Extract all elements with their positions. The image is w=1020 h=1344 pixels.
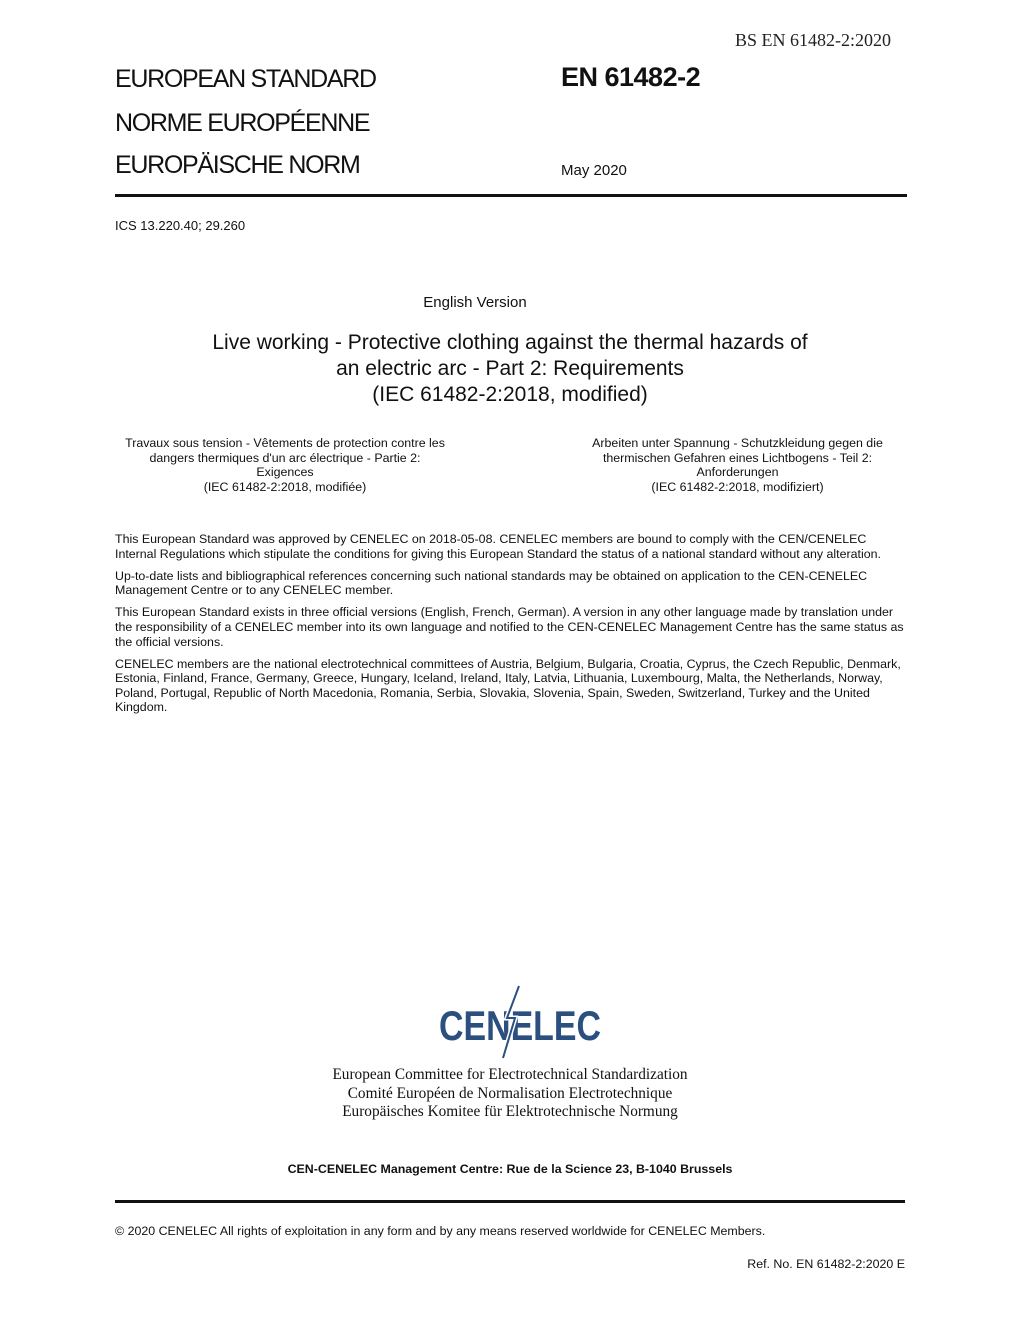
management-centre-address: CEN-CENELEC Management Centre: Rue de la Science 23, B-1040 Brussels <box>287 1162 733 1176</box>
french-title-line: (IEC 61482-2:2018, modifiée) <box>203 479 367 494</box>
committee-names <box>0 1066 1020 1122</box>
german-title-line: Anforderungen <box>696 465 779 480</box>
standard-label-german: EUROPÄISCHE NORM <box>115 151 360 179</box>
footer-divider <box>115 1200 905 1203</box>
copyright-notice: © 2020 CENELEC All rights of exploitation in any form and by any means reserved worldwide for CENELEC Members. <box>115 1224 766 1238</box>
committee-name-english: European Committee for Electrotechnical Standardization <box>332 1066 688 1083</box>
committee-name-german: Europäisches Komitee für Elektrotechnische Normung <box>342 1103 678 1120</box>
german-title <box>570 436 905 494</box>
title-line: an electric arc - Part 2: Requirements <box>336 357 684 380</box>
approval-text <box>115 532 910 723</box>
french-title-line: Exigences <box>256 465 314 480</box>
french-title <box>115 436 455 494</box>
versions-paragraph: This European Standard exists in three official versions (English, French, German). A version in any other language made by translation under the responsibility of a CENELEC member into its own language and notified to the CEN-CENELEC Management Centre has the same status as the official versions. <box>115 605 904 649</box>
committee-name-french: Comité Européen de Normalisation Electrotechnique <box>347 1084 673 1102</box>
title-line: (IEC 61482-2:2018, modified) <box>372 383 648 406</box>
title-line: Live working - Protective clothing against the thermal hazards of <box>212 331 808 354</box>
ics-codes: ICS 13.220.40; 29.260 <box>115 218 246 233</box>
standard-number: EN 61482-2 <box>561 62 701 92</box>
references-paragraph: Up-to-date lists and bibliographical references concerning such national standards may be obtained on application to the CEN-CENELEC Management Centre or to any CENELEC member. <box>115 568 868 598</box>
document-title <box>135 330 885 408</box>
members-paragraph: CENELEC members are the national electrotechnical committees of Austria, Belgium, Bulgaria, Croatia, Cyprus, the Czech Republic, Denmark, Estonia, Finland, France, Germany, Greece, Hungary, Iceland, Ireland, Italy, Latvia, Lithuania, Luxembourg, Malta, the Netherlands, Norway, Poland, Portugal, Republic of North Macedonia, Romania, Serbia, Slovakia, Slovenia, Spain, Sweden, Switzerland, Turkey and the United Kingdom. <box>115 656 901 715</box>
header-divider <box>115 194 907 197</box>
standard-label-french: NORME EUROPÉENNE <box>115 109 370 137</box>
cenelec-logo-wordmark: CENELEC <box>439 1002 601 1049</box>
publication-date: May 2020 <box>561 162 627 179</box>
german-title-line: (IEC 61482-2:2018, modifiziert) <box>651 479 824 494</box>
french-title-line: dangers thermiques d'un arc électrique - Partie 2: <box>149 450 421 465</box>
german-title-line: Arbeiten unter Spannung - Schutzkleidung gegen die <box>592 436 883 450</box>
german-title-line: thermischen Gefahren eines Lichtbogens - Teil 2: <box>602 450 873 465</box>
cenelec-logo <box>435 982 605 1062</box>
french-title-line: Travaux sous tension - Vêtements de protection contre les <box>125 436 445 450</box>
language-version: English Version <box>423 294 527 311</box>
standard-label-english: EUROPEAN STANDARD <box>115 65 376 93</box>
reference-number: Ref. No. EN 61482-2:2020 E <box>747 1257 905 1271</box>
bs-reference: BS EN 61482-2:2020 <box>734 30 891 50</box>
approval-paragraph: This European Standard was approved by CENELEC on 2018-05-08. CENELEC members are bound to comply with the CEN/CENELEC Internal Regulations which stipulate the conditions for giving this European Standard the status of a national standard without any alteration. <box>115 532 881 561</box>
